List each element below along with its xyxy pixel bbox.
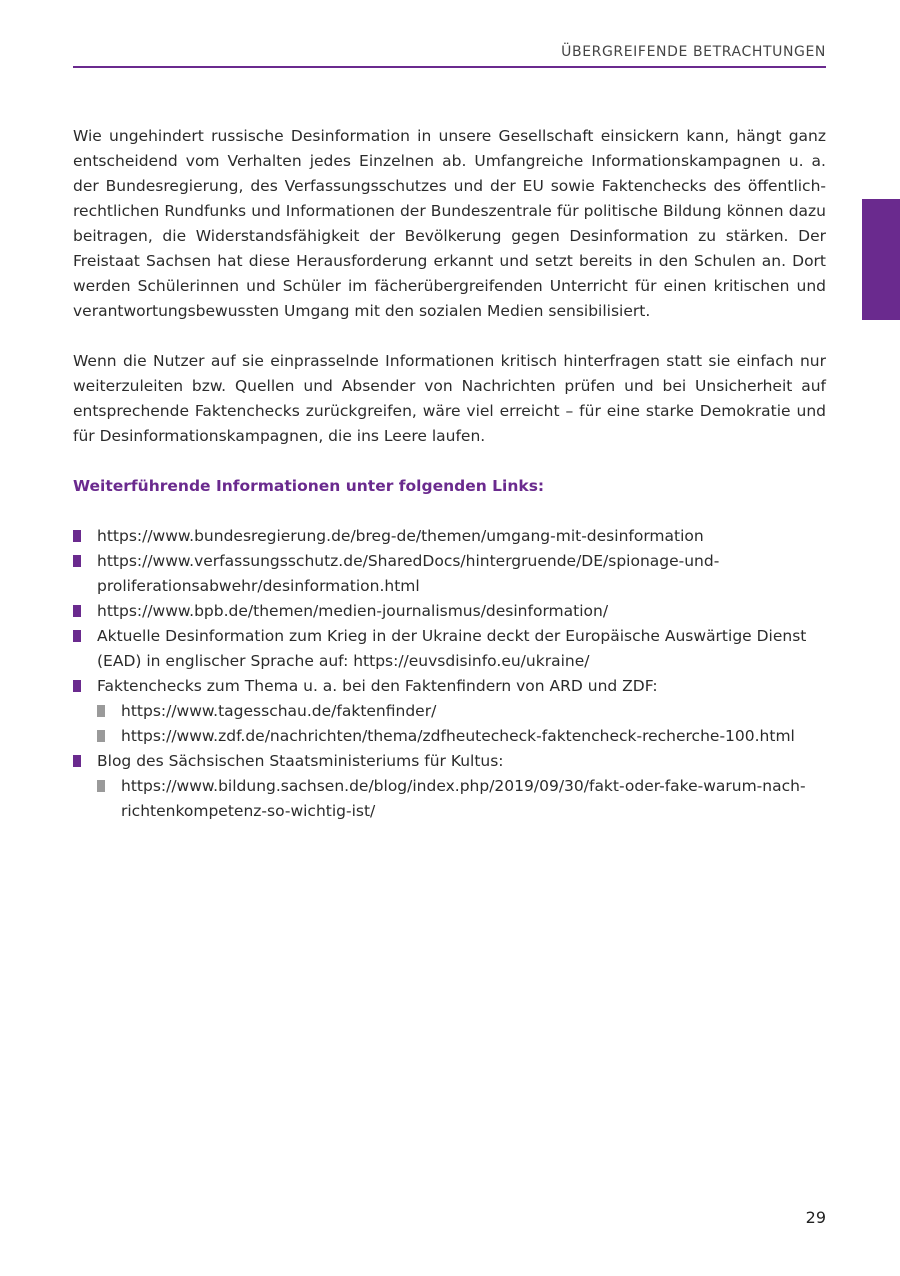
links-heading: Weiterführende Informationen unter folgenden Links: xyxy=(73,477,545,495)
sub-links-list xyxy=(97,774,826,824)
links-list xyxy=(73,524,826,824)
list-item[interactable] xyxy=(73,549,826,599)
list-item[interactable] xyxy=(73,599,826,624)
sub-list-item[interactable] xyxy=(97,724,826,749)
grey-square-bullet-icon xyxy=(97,730,105,742)
square-bullet-icon xyxy=(73,555,81,567)
list-item-text: Faktenchecks zum Thema u. a. bei den Faktenfindern von ARD und ZDF: xyxy=(97,677,658,695)
sub-list-item[interactable] xyxy=(97,774,826,824)
list-item-text: Blog des Sächsischen Staatsministeriums für Kultus: xyxy=(97,752,504,770)
list-item xyxy=(73,674,826,749)
square-bullet-icon xyxy=(73,605,81,617)
link-text[interactable]: https://www.tagesschau.de/faktenfinder/ xyxy=(121,702,437,720)
sub-links-list xyxy=(97,699,826,749)
square-bullet-icon xyxy=(73,630,81,642)
list-item xyxy=(73,749,826,824)
page-number: 29 xyxy=(805,1208,826,1227)
sub-list-item[interactable] xyxy=(97,699,826,724)
square-bullet-icon xyxy=(73,755,81,767)
chapter-tab-marker xyxy=(862,199,900,320)
link-text[interactable]: Aktuelle Desinformation zum Krieg in der Ukraine deckt der Europäische Auswärtige Dienst (EAD) in englischer Sprache auf: https://euvsdisinfo.eu/ukraine/ xyxy=(97,627,807,670)
page-content xyxy=(73,124,826,824)
running-header: ÜBERGREIFENDE BETRACHTUNGEN xyxy=(561,44,826,60)
link-text[interactable]: https://www.bildung.sachsen.de/blog/index.php/2019/09/30/fakt-oder-fake-warum-nachrichtenkompetenz-so-wichtig-ist/ xyxy=(121,777,806,820)
link-text[interactable]: https://www.bpb.de/themen/medien-journalismus/desinformation/ xyxy=(97,602,609,620)
header-rule xyxy=(73,66,826,68)
grey-square-bullet-icon xyxy=(97,705,105,717)
link-text[interactable]: https://www.verfassungsschutz.de/SharedDocs/hintergruende/DE/spionage-und-proliferationsabwehr/desinformation.html xyxy=(97,552,720,595)
list-item[interactable] xyxy=(73,624,826,674)
list-item[interactable] xyxy=(73,524,826,549)
square-bullet-icon xyxy=(73,680,81,692)
body-paragraph-2: Wenn die Nutzer auf sie einprasselnde Informationen kritisch hinterfragen statt sie einfach nur weiterzuleiten bzw. Quellen und Absender von Nachrichten prüfen und bei Unsicherheit auf entsprechende Faktenchecks zurückgreifen, wäre viel erreicht – für eine starke Demokratie und für Desinformationskampagnen, die ins Leere laufen. xyxy=(73,352,826,445)
link-text[interactable]: https://www.bundesregierung.de/breg-de/themen/umgang-mit-desinformation xyxy=(97,527,704,545)
square-bullet-icon xyxy=(73,530,81,542)
link-text[interactable]: https://www.zdf.de/nachrichten/thema/zdfheutecheck-faktencheck-recherche-100.html xyxy=(121,727,795,745)
body-paragraph-1: Wie ungehindert russische Desinformation in unsere Gesellschaft einsickern kann, hängt ganz entscheidend vom Verhalten jedes Einzelnen ab. Umfangreiche Informationskampagnen u. a. der Bundesregierung, des Verfassungsschutzes und der EU sowie Faktenchecks des öffentlich-rechtlichen Rundfunks und Informationen der Bundeszentrale für politische Bildung können dazu beitragen, die Widerstandsfähigkeit der Bevölkerung gegen Desinformation zu stärken. Der Freistaat Sachsen hat diese Herausforderung erkannt und setzt bereits in den Schulen an. Dort werden Schülerinnen und Schüler im fächerübergreifenden Unterricht für einen kritischen und verantwortungsbewussten Umgang mit den sozialen Medien sensibilisiert. xyxy=(73,127,826,320)
grey-square-bullet-icon xyxy=(97,780,105,792)
